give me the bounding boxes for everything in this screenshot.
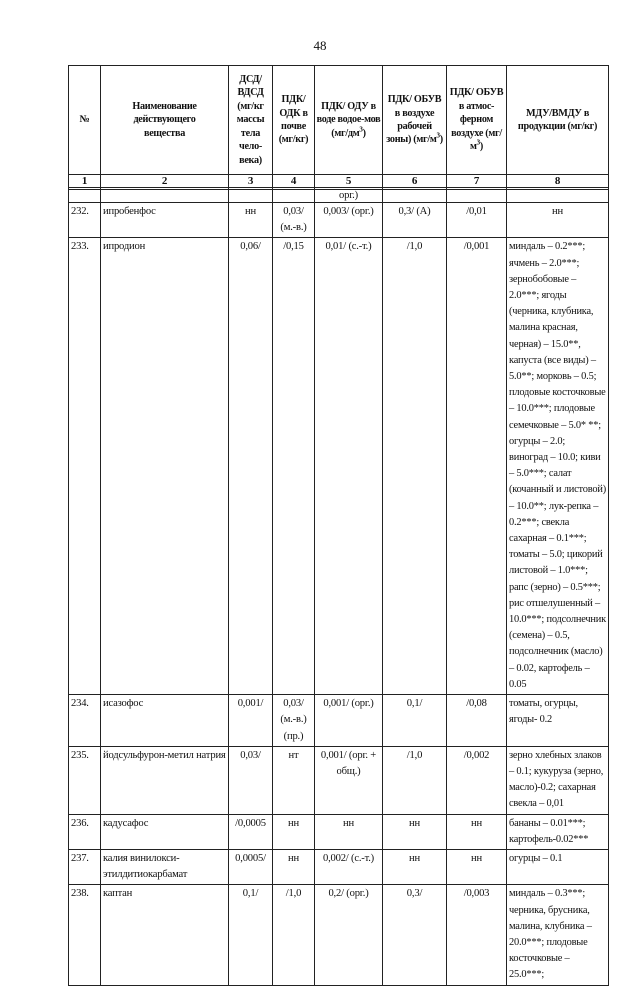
table-row xyxy=(69,849,609,884)
atm-air-value: /0,01 xyxy=(447,203,507,238)
mrl-value: миндаль – 0.2***; ячмень – 2.0***; зернобобовые – 2.0***; ягоды (черника, клубника, малина красная, черная) – 15.0**, капуста (все виды) – 5.0**; морковь – 0.5; плодовые косточковые – 10.0***; плодовые семечковые – 5.0* **; огурцы – 2.0; виноград – 10.0; киви – 5.0***; салат (кочанный и листовой) – 10.0**; лук-репка – 0.2***; свекла сахарная – 0.1***; томаты – 5.0; цикорий листовой – 1.0***; рапс (зерно) – 0.5***; рис отшелушенный – 10.0***; подсолнечник (семена) – 0.5, подсолнечник (масло) – 0.02, картофель – 0.05 xyxy=(507,238,609,695)
work-air-value: нн xyxy=(383,814,447,849)
substance-name: исазофос xyxy=(101,695,229,747)
substance-name: ипробенфос xyxy=(101,203,229,238)
header-work-air-sup: 3 xyxy=(436,132,440,141)
table-row xyxy=(69,746,609,814)
row-number: 235. xyxy=(69,746,101,814)
atm-air-value: /0,002 xyxy=(447,746,507,814)
atm-air-value: нн xyxy=(447,814,507,849)
dsd-value: 0,001/ xyxy=(229,695,273,747)
work-air-value: 0,1/ xyxy=(383,695,447,747)
water-value: 0,2/ (орг.) xyxy=(315,885,383,985)
soil-value: нн xyxy=(273,849,315,884)
soil-value: 0,03/ (м.-в.) xyxy=(273,203,315,238)
header-num: № xyxy=(69,66,101,175)
table-row xyxy=(69,814,609,849)
dsd-value: 0,06/ xyxy=(229,238,273,695)
soil-value: нн xyxy=(273,814,315,849)
row-number: 236. xyxy=(69,814,101,849)
dsd-value: 0,1/ xyxy=(229,885,273,985)
column-number: 2 xyxy=(101,175,229,188)
header-name: Наименование действующего вещества xyxy=(101,66,229,175)
atm-air-value: нн xyxy=(447,849,507,884)
row-number: 232. xyxy=(69,203,101,238)
water-value: 0,01/ (с.-т.) xyxy=(315,238,383,695)
column-number: 4 xyxy=(273,175,315,188)
mrl-value: зерно хлебных злаков – 0.1; кукуруза (зерно, масло)-0.2; сахарная свекла – 0,01 xyxy=(507,746,609,814)
header-row xyxy=(69,66,609,175)
work-air-value: нн xyxy=(383,849,447,884)
page-number: 48 xyxy=(313,38,327,53)
mrl-value: нн xyxy=(507,203,609,238)
water-value: 0,001/ (орг. + общ.) xyxy=(315,746,383,814)
column-number: 5 xyxy=(315,175,383,188)
header-atm-air-sup: 3 xyxy=(476,138,480,147)
header-work-air xyxy=(383,66,447,175)
substance-name: калия винилокси-этилдитиокарбамат xyxy=(101,849,229,884)
water-value: 0,001/ (орг.) xyxy=(315,695,383,747)
header-water xyxy=(315,66,383,175)
mrl-value: огурцы – 0.1 xyxy=(507,849,609,884)
mrl-value: миндаль – 0.3***; черника, брусника, малина, клубника – 20.0***; плодовые косточковые – 25.0***; xyxy=(507,885,609,985)
substance-name: кадусафос xyxy=(101,814,229,849)
row-number: 233. xyxy=(69,238,101,695)
work-air-value: 0,3/ xyxy=(383,885,447,985)
table-row xyxy=(69,238,609,695)
header-atm-air xyxy=(447,66,507,175)
water-value: 0,003/ (орг.) xyxy=(315,203,383,238)
table-row xyxy=(69,695,609,747)
header-water-tail: ) xyxy=(362,127,366,139)
soil-value: /0,15 xyxy=(273,238,315,695)
dsd-value: /0,0005 xyxy=(229,814,273,849)
column-number: 1 xyxy=(69,175,101,188)
column-number: 6 xyxy=(383,175,447,188)
header-soil: ПДК/ ОДК в почве (мг/кг) xyxy=(273,66,315,175)
row-number: 237. xyxy=(69,849,101,884)
header-atm-air-text: ПДК/ ОБУВ в атмос-ферном воздухе (мг/м xyxy=(449,87,504,153)
work-air-value: /1,0 xyxy=(383,238,447,695)
water-value: 0,002/ (с.-т.) xyxy=(315,849,383,884)
soil-value: 0,03/ (м.-в.) (пр.) xyxy=(273,695,315,747)
column-number: 8 xyxy=(507,175,609,188)
table-row xyxy=(69,203,609,238)
header-work-air-tail: ) xyxy=(439,134,443,146)
substance-name: йодсульфурон-метил натрия xyxy=(101,746,229,814)
row-number: 234. xyxy=(69,695,101,747)
continuation-water: орг.) xyxy=(315,190,383,203)
header-water-text: ПДК/ ОДУ в воде водое-мов (мг/дм xyxy=(316,100,381,139)
header-water-sup: 3 xyxy=(359,125,363,134)
header-dsd: ДСД/ ВДСД (мг/кг массы тела чело-века) xyxy=(229,66,273,175)
header-atm-air-tail: ) xyxy=(479,141,483,153)
table-row xyxy=(69,885,609,985)
dsd-value: 0,03/ xyxy=(229,746,273,814)
soil-value: нт xyxy=(273,746,315,814)
work-air-value: /1,0 xyxy=(383,746,447,814)
column-number: 3 xyxy=(229,175,273,188)
substance-name: каптан xyxy=(101,885,229,985)
row-number: 238. xyxy=(69,885,101,985)
dsd-value: нн xyxy=(229,203,273,238)
mrl-value: бананы – 0.01***; картофель-0.02*** xyxy=(507,814,609,849)
soil-value: /1,0 xyxy=(273,885,315,985)
mrl-value: томаты, огурцы, ягоды- 0.2 xyxy=(507,695,609,747)
atm-air-value: /0,08 xyxy=(447,695,507,747)
water-value: нн xyxy=(315,814,383,849)
column-number-row xyxy=(69,175,609,188)
pesticide-regulation-table xyxy=(68,65,609,986)
atm-air-value: /0,001 xyxy=(447,238,507,695)
column-number: 7 xyxy=(447,175,507,188)
header-work-air-text: ПДК/ ОБУВ в воздухе рабочей зоны) (мг/м xyxy=(386,94,442,146)
continuation-row xyxy=(69,190,609,203)
dsd-value: 0,0005/ xyxy=(229,849,273,884)
header-mrl: МДУ/ВМДУ в продукции (мг/кг) xyxy=(507,66,609,175)
work-air-value: 0,3/ (А) xyxy=(383,203,447,238)
substance-name: ипродион xyxy=(101,238,229,695)
atm-air-value: /0,003 xyxy=(447,885,507,985)
